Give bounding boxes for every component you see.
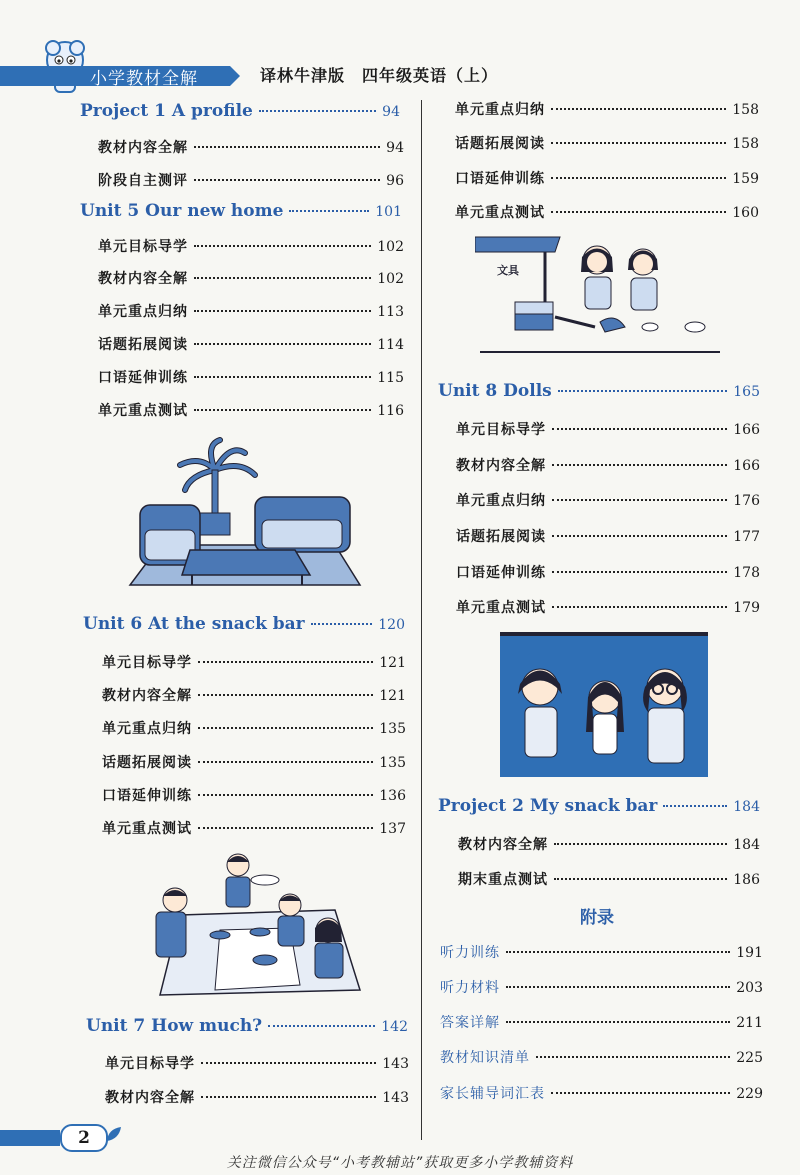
item-label: 口语延伸训练 <box>456 565 546 581</box>
toc-item[interactable] <box>102 652 406 672</box>
item-page: 102 <box>377 271 404 287</box>
item-page: 178 <box>733 565 760 581</box>
heading-title: Unit 8 Dolls <box>438 381 552 401</box>
leaf-icon <box>104 1124 124 1144</box>
item-label: 答案详解 <box>440 1015 500 1031</box>
item-label: 单元重点归纳 <box>455 102 545 118</box>
item-page: 211 <box>736 1015 763 1031</box>
heading-title: Project 2 My snack bar <box>438 796 658 816</box>
toc-item[interactable] <box>98 170 404 190</box>
item-label: 教材内容全解 <box>98 140 188 156</box>
item-label: 听力材料 <box>440 980 500 996</box>
item-label: 单元重点测试 <box>98 403 188 419</box>
item-page: 184 <box>733 837 760 853</box>
item-page: 166 <box>733 458 760 474</box>
toc-item[interactable] <box>456 419 760 439</box>
heading-title: Unit 5 Our new home <box>80 201 284 221</box>
item-page: 135 <box>379 721 406 737</box>
item-label: 单元目标导学 <box>105 1056 195 1072</box>
item-label: 单元重点测试 <box>102 821 192 837</box>
item-page: 160 <box>732 205 759 221</box>
item-label: 家长辅导词汇表 <box>440 1086 545 1102</box>
toc-heading-unit5[interactable] <box>80 201 402 221</box>
appendix-item[interactable] <box>440 1083 763 1103</box>
item-page: 158 <box>732 136 759 152</box>
item-label: 阶段自主测评 <box>98 173 188 189</box>
item-page: 102 <box>377 239 404 255</box>
item-label: 口语延伸训练 <box>102 788 192 804</box>
toc-item[interactable] <box>102 818 406 838</box>
item-label: 教材内容全解 <box>98 271 188 287</box>
heading-page: 165 <box>733 384 760 400</box>
item-page: 137 <box>379 821 406 837</box>
item-label: 话题拓展阅读 <box>102 755 192 771</box>
toc-item[interactable] <box>105 1087 409 1107</box>
toc-item[interactable] <box>98 137 404 157</box>
item-label: 单元重点测试 <box>456 600 546 616</box>
page-header <box>0 0 800 100</box>
item-page: 203 <box>736 980 763 996</box>
item-page: 229 <box>736 1086 763 1102</box>
item-page: 115 <box>377 370 404 386</box>
toc-item[interactable] <box>102 752 406 772</box>
item-label: 单元重点归纳 <box>98 304 188 320</box>
heading-title: Unit 6 At the snack bar <box>83 614 305 634</box>
heading-page: 94 <box>382 104 400 120</box>
item-label: 单元重点测试 <box>455 205 545 221</box>
heading-page: 120 <box>378 617 405 633</box>
toc-item[interactable] <box>102 685 406 705</box>
toc-item[interactable] <box>455 202 759 222</box>
item-page: 176 <box>733 493 760 509</box>
item-page: 136 <box>379 788 406 804</box>
item-label: 话题拓展阅读 <box>98 337 188 353</box>
item-page: 158 <box>732 102 759 118</box>
snack-bar-illustration <box>120 850 375 1000</box>
item-page: 121 <box>379 688 406 704</box>
item-page: 179 <box>733 600 760 616</box>
item-label: 单元目标导学 <box>456 422 546 438</box>
toc-item[interactable] <box>455 133 759 153</box>
column-divider <box>421 100 422 1140</box>
stall-sign: 文具 <box>497 264 519 277</box>
item-label: 单元重点归纳 <box>456 493 546 509</box>
toc-item[interactable] <box>456 490 760 510</box>
appendix-title: 附录 <box>580 908 614 928</box>
item-label: 听力训练 <box>440 945 500 961</box>
item-page: 177 <box>733 529 760 545</box>
item-label: 单元重点归纳 <box>102 721 192 737</box>
footer-bar <box>0 1130 60 1146</box>
toc-item[interactable] <box>98 236 404 256</box>
toc-heading-project2[interactable] <box>438 796 760 816</box>
toc-item[interactable] <box>456 597 760 617</box>
appendix-item[interactable] <box>440 977 763 997</box>
toc-item[interactable] <box>102 718 406 738</box>
toc-item[interactable] <box>102 785 406 805</box>
item-label: 教材内容全解 <box>456 458 546 474</box>
item-page: 94 <box>386 140 404 156</box>
heading-page: 101 <box>375 204 402 220</box>
living-room-illustration <box>120 435 370 600</box>
item-page: 113 <box>377 304 404 320</box>
heading-title: Unit 7 How much? <box>86 1016 263 1036</box>
item-label: 教材知识清单 <box>440 1050 530 1066</box>
dolls-illustration <box>500 632 708 777</box>
stationery-stall-illustration <box>475 232 725 362</box>
item-page: 96 <box>386 173 404 189</box>
toc-item[interactable] <box>455 99 759 119</box>
toc-item[interactable] <box>98 268 404 288</box>
item-label: 教材内容全解 <box>105 1090 195 1106</box>
item-page: 159 <box>732 171 759 187</box>
appendix-item[interactable] <box>440 942 763 962</box>
item-label: 话题拓展阅读 <box>456 529 546 545</box>
heading-title: Project 1 A profile <box>80 101 253 121</box>
item-page: 114 <box>377 337 404 353</box>
appendix-item[interactable] <box>440 1012 763 1032</box>
item-page: 186 <box>733 872 760 888</box>
item-label: 话题拓展阅读 <box>455 136 545 152</box>
item-page: 225 <box>736 1050 763 1066</box>
brand-title: 小学教材全解 <box>90 69 198 89</box>
item-label: 教材内容全解 <box>458 837 548 853</box>
toc-item[interactable] <box>458 869 760 889</box>
item-page: 191 <box>736 945 763 961</box>
footer-note: 关注微信公众号“小考教辅站”获取更多小学教辅资料 <box>226 1155 574 1171</box>
item-page: 116 <box>377 403 404 419</box>
toc-item[interactable] <box>456 455 760 475</box>
toc-item[interactable] <box>458 834 760 854</box>
item-label: 期末重点测试 <box>458 872 548 888</box>
item-label: 单元目标导学 <box>98 239 188 255</box>
book-title: 译林牛津版 四年级英语（上） <box>260 66 499 85</box>
toc-item[interactable] <box>98 334 404 354</box>
item-label: 教材内容全解 <box>102 688 192 704</box>
item-page: 143 <box>382 1056 409 1072</box>
toc-item[interactable] <box>98 301 404 321</box>
toc-item[interactable] <box>456 562 760 582</box>
toc-item[interactable] <box>105 1053 409 1073</box>
item-label: 口语延伸训练 <box>455 171 545 187</box>
page-number: 2 <box>60 1124 108 1152</box>
item-page: 143 <box>382 1090 409 1106</box>
heading-page: 142 <box>381 1019 408 1035</box>
item-page: 166 <box>733 422 760 438</box>
item-page: 121 <box>379 655 406 671</box>
item-page: 135 <box>379 755 406 771</box>
toc-heading-unit8[interactable] <box>438 381 760 401</box>
item-label: 单元目标导学 <box>102 655 192 671</box>
toc-heading-unit6[interactable] <box>83 614 405 634</box>
toc-heading-project1[interactable] <box>80 101 400 121</box>
toc-heading-unit7[interactable] <box>86 1016 408 1036</box>
toc-item[interactable] <box>98 400 404 420</box>
toc-item[interactable] <box>456 526 760 546</box>
toc-item[interactable] <box>98 367 404 387</box>
heading-page: 184 <box>733 799 760 815</box>
item-label: 口语延伸训练 <box>98 370 188 386</box>
toc-item[interactable] <box>455 168 759 188</box>
appendix-item[interactable] <box>440 1047 763 1067</box>
